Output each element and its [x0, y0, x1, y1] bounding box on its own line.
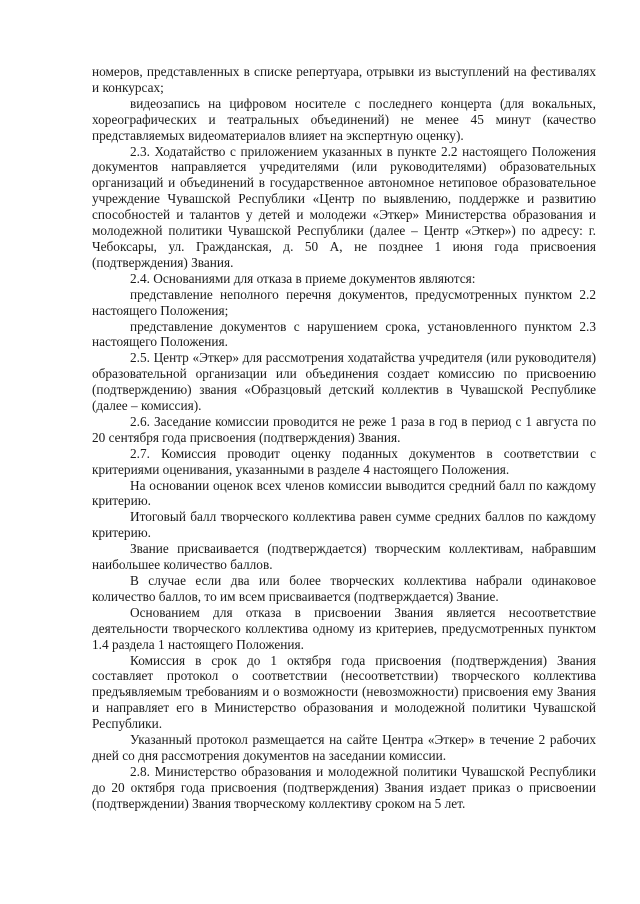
paragraph: В случае если два или более творческих коллектива набрали одинаковое количество баллов, то им всем присваивается (подтверждается) Звание.	[92, 573, 596, 604]
paragraph-2-5: 2.5. Центр «Эткер» для рассмотрения ходатайства учредителя (или руководителя) образовательной организации или объединения создает комиссию по присвоению (подтверждению) звания «Образцовый детский коллектив в Чувашской Республике (далее – комиссия).	[92, 350, 596, 414]
paragraph: Основанием для отказа в присвоении Звания является несоответствие деятельности творческого коллектива одному из критериев, предусмотренных пунктом 1.4 раздела 1 настоящего Положения.	[92, 604, 596, 652]
paragraph: представление неполного перечня документов, предусмотренных пунктом 2.2 настоящего Положения;	[92, 286, 596, 318]
paragraph: Указанный протокол размещается на сайте Центра «Эткер» в течение 2 рабочих дней со дня рассмотрения документов на заседании комиссии.	[92, 732, 596, 763]
paragraph: Итоговый балл творческого коллектива равен сумме средних баллов по каждому критерию.	[92, 509, 596, 541]
paragraph: Комиссия в срок до 1 октября года присвоения (подтверждения) Звания составляет протокол о соответствии (несоответствии) творческого коллектива предъявляемым требованиям и о возможности (невозможности) присвоения ему Звания и направляет его в Министерство образования и молодежной политики Чувашской Республики.	[92, 652, 596, 732]
document-body	[92, 64, 596, 812]
paragraph: видеозапись на цифровом носителе с последнего концерта (для вокальных, хореографических и театральных объединений) не менее 45 минут (качество представляемых видеоматериалов влияет на экспертную оценку).	[92, 95, 596, 143]
paragraph-2-6: 2.6. Заседание комиссии проводится не реже 1 раза в год в период с 1 августа по 20 сентября года присвоения (подтверждения) Звания.	[92, 413, 596, 445]
paragraph: Звание присваивается (подтверждается) творческим коллективам, набравшим наибольшее количество баллов.	[92, 541, 596, 573]
paragraph-2-3: 2.3. Ходатайство с приложением указанных в пункте 2.2 настоящего Положения документов направляется учредителями (или руководителями) образовательных организаций и объединений в государственное автономное нетиповое образовательное учреждение Чувашской Республики «Центр по выявлению, поддержке и развитию способностей и талантов у детей и молодежи «Эткер» Министерства образования и молодежной политики Чувашской Республики (далее – Центр «Эткер») по адресу: г. Чебоксары, ул. Гражданская, д. 50 А, не позднее 1 июня года присвоения (подтверждения) Звания.	[92, 143, 596, 270]
paragraph: представление документов с нарушением срока, установленного пунктом 2.3 настоящего Положения.	[92, 318, 596, 350]
paragraph-2-4: 2.4. Основаниями для отказа в приеме документов являются:	[130, 270, 476, 286]
paragraph: На основании оценок всех членов комиссии выводится средний балл по каждому критерию.	[92, 477, 596, 509]
paragraph: номеров, представленных в списке репертуара, отрывки из выступлений на фестивалях и конкурсах;	[92, 64, 596, 95]
paragraph-2-8: 2.8. Министерство образования и молодежной политики Чувашской Республики до 20 октября года присвоения (подтверждения) Звания издает приказ о присвоении (подтверждении) Звания творческому коллективу сроком на 5 лет.	[92, 763, 596, 811]
paragraph-2-7: 2.7. Комиссия проводит оценку поданных документов в соответствии с критериями оценивания, указанными в разделе 4 настоящего Положения.	[92, 445, 596, 477]
